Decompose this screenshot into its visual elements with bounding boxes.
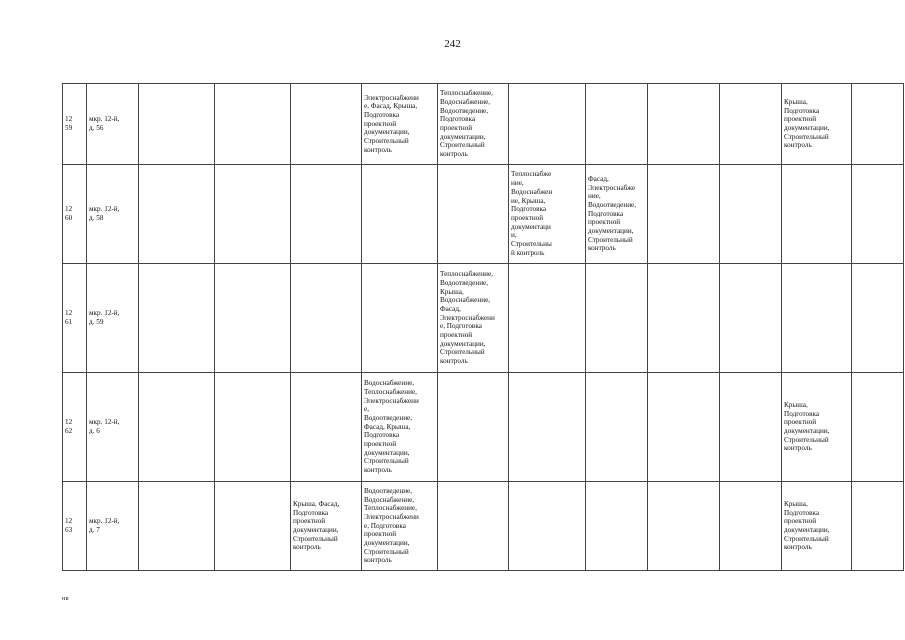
table-row	[63, 165, 904, 264]
empty-cell	[291, 84, 362, 165]
page-number: 242	[444, 38, 461, 50]
empty-cell	[438, 482, 509, 571]
empty-cell	[648, 84, 720, 165]
empty-cell	[509, 264, 586, 373]
works-cell: Крыша, Подготовка проектной документации, Строительный контроль	[782, 373, 852, 482]
empty-cell	[362, 264, 438, 373]
table-row	[63, 84, 904, 165]
empty-cell	[509, 84, 586, 165]
empty-cell	[648, 373, 720, 482]
table-row	[63, 482, 904, 571]
row-number: 12 61	[63, 264, 87, 373]
row-number: 12 59	[63, 84, 87, 165]
works-cell: Теплоснабжение, Водоснабжение, Водоотведение, Подготовка проектной документации, Строительный контроль	[438, 84, 509, 165]
empty-cell	[648, 165, 720, 264]
empty-cell	[720, 165, 782, 264]
empty-cell	[215, 482, 291, 571]
works-cell: Крыша, Подготовка проектной документации, Строительный контроль	[782, 84, 852, 165]
address-cell: мкр. 12-й, д. 7	[87, 482, 139, 571]
row-number: 12 62	[63, 373, 87, 482]
empty-cell	[586, 482, 648, 571]
table-row	[63, 373, 904, 482]
empty-cell	[362, 165, 438, 264]
empty-cell	[852, 165, 904, 264]
empty-cell	[852, 84, 904, 165]
row-number: 12 60	[63, 165, 87, 264]
empty-cell	[852, 482, 904, 571]
empty-cell	[291, 165, 362, 264]
works-cell: Крыша, Фасад, Подготовка проектной документации, Строительный контроль	[291, 482, 362, 571]
empty-cell	[509, 482, 586, 571]
empty-cell	[215, 264, 291, 373]
empty-cell	[586, 373, 648, 482]
address-cell: мкр. 12-й, д. 6	[87, 373, 139, 482]
address-cell: мкр. 12-й, д. 58	[87, 165, 139, 264]
empty-cell	[139, 482, 215, 571]
works-cell: Водоотведение, Водоснабжение, Теплоснабжение, Электроснабжени е, Подготовка проектной документации, Строительный контроль	[362, 482, 438, 571]
address-cell: мкр. 12-й, д. 56	[87, 84, 139, 165]
works-cell: Водоснабжение, Теплоснабжение, Электроснабжени е, Водоотведение, Фасад, Крыша, Подготовка проектной документации, Строительный контроль	[362, 373, 438, 482]
empty-cell	[438, 373, 509, 482]
empty-cell	[291, 373, 362, 482]
table-row	[63, 264, 904, 373]
empty-cell	[852, 264, 904, 373]
empty-cell	[139, 165, 215, 264]
empty-cell	[509, 373, 586, 482]
empty-cell	[782, 264, 852, 373]
empty-cell	[720, 482, 782, 571]
empty-cell	[215, 165, 291, 264]
row-number: 12 63	[63, 482, 87, 571]
footer-mark: нв	[62, 596, 70, 602]
works-cell: Электроснабжени е, Фасад, Крыша, Подготовка проектной документации, Строительный контроль	[362, 84, 438, 165]
empty-cell	[586, 84, 648, 165]
works-cell: Теплоснабже ние, Водоснабжен ие, Крыша, Подготовка проектной документаци и, Строительны й контроль	[509, 165, 586, 264]
empty-cell	[648, 482, 720, 571]
empty-cell	[438, 165, 509, 264]
empty-cell	[139, 84, 215, 165]
empty-cell	[852, 373, 904, 482]
works-cell: Крыша, Подготовка проектной документации, Строительный контроль	[782, 482, 852, 571]
empty-cell	[720, 264, 782, 373]
empty-cell	[648, 264, 720, 373]
address-cell: мкр. 12-й, д. 59	[87, 264, 139, 373]
empty-cell	[782, 165, 852, 264]
empty-cell	[291, 264, 362, 373]
works-cell: Теплоснабжение, Водоотведение, Крыша, Водоснабжение, Фасад, Электроснабжени е, Подготовка проектной документации, Строительный контроль	[438, 264, 509, 373]
empty-cell	[139, 264, 215, 373]
empty-cell	[139, 373, 215, 482]
empty-cell	[215, 84, 291, 165]
program-table	[62, 83, 904, 571]
works-cell: Фасад, Электроснабже ние, Водоотведение, Подготовка проектной документации, Строительный контроль	[586, 165, 648, 264]
empty-cell	[720, 84, 782, 165]
empty-cell	[720, 373, 782, 482]
empty-cell	[215, 373, 291, 482]
empty-cell	[586, 264, 648, 373]
